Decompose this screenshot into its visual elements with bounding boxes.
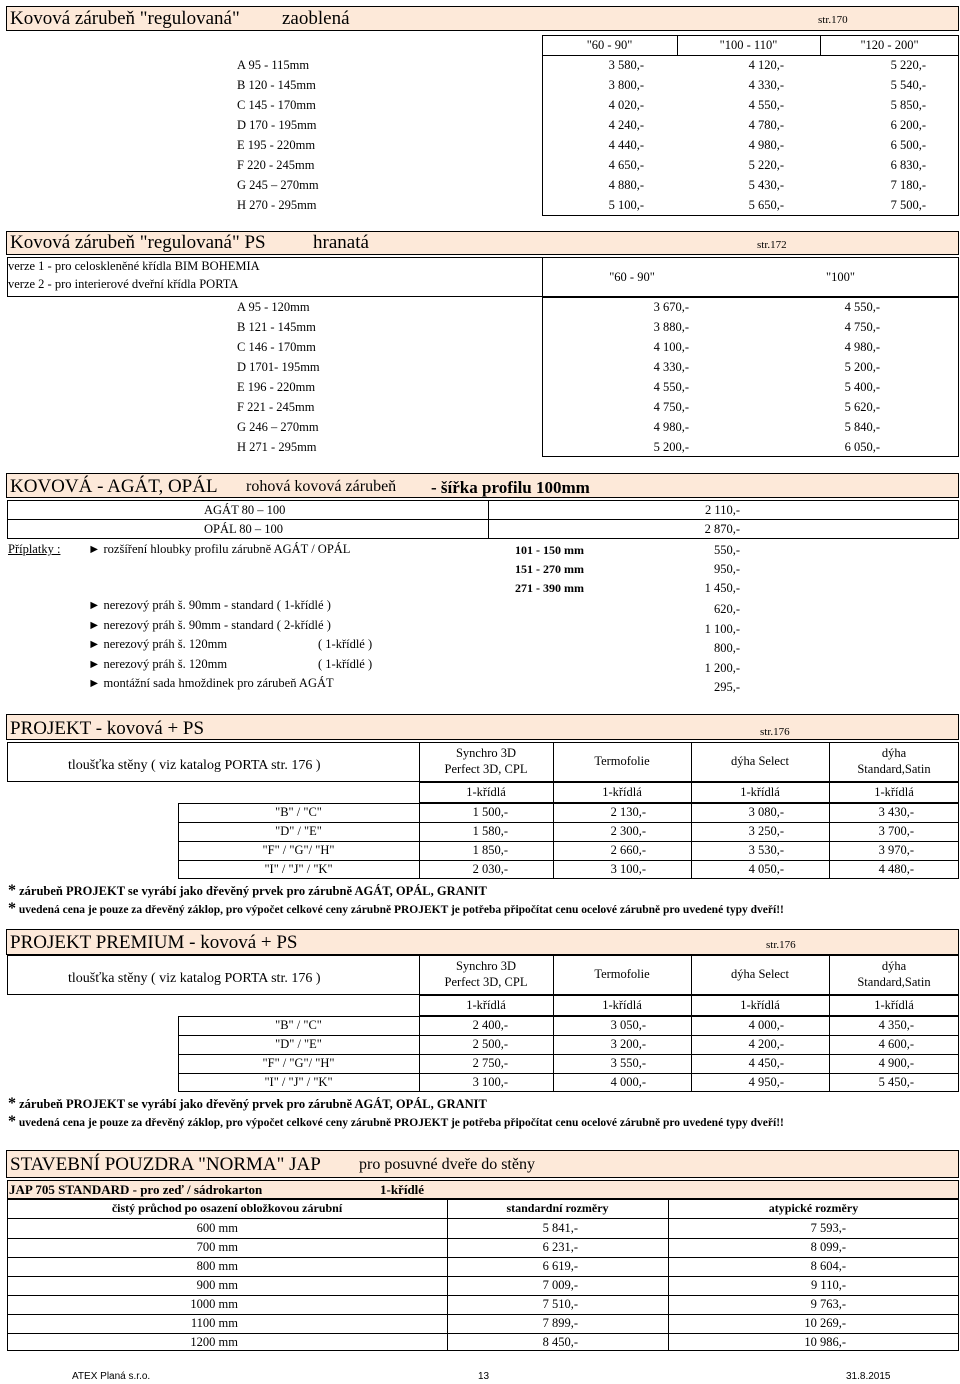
section-title: PROJEKT PREMIUM - kovová + PS xyxy=(10,932,298,953)
footnote-text: uvedená cena je pouze za dřevěný záklop, pro výpočet celkové ceny zárubně PROJEKT je potřeba připočítat cenu ocelové zárubně pro uvedené typy dveří!! xyxy=(18,1117,784,1129)
page-reference: str.176 xyxy=(766,939,796,951)
row-label: "I" / "J" / "K" xyxy=(264,1075,333,1089)
extension-price: 550,- xyxy=(713,543,740,557)
column-header: "100 - 110" xyxy=(719,38,778,52)
divider xyxy=(488,500,489,539)
row-label: "I" / "J" / "K" xyxy=(264,862,333,876)
surcharge-price: 620,- xyxy=(713,602,740,616)
row-label: 1200 mm xyxy=(190,1335,238,1349)
footnote: * zárubeň PROJEKT se vyrábí jako dřevěný prvek pro zárubně AGÁT, OPÁL, GRANIT xyxy=(8,1095,487,1112)
row-label: "B" / "C" xyxy=(275,805,322,819)
row-label: H 271 - 295mm xyxy=(237,440,317,454)
price-cell: 4 000,- xyxy=(610,1075,646,1089)
row-label: 1100 mm xyxy=(190,1316,238,1330)
price-cell: 4 550,- xyxy=(844,300,880,314)
column-subheader: 1-křídlá xyxy=(602,998,642,1012)
price-cell: 5 430,- xyxy=(748,178,784,192)
price-cell: 4 750,- xyxy=(844,320,880,334)
footnote-text: zárubeň PROJEKT se vyrábí jako dřevěný prvek pro zárubně AGÁT, OPÁL, GRANIT xyxy=(19,1097,487,1111)
column-header: dýha Select xyxy=(731,967,789,981)
extension-range: 151 - 270 mm xyxy=(515,562,584,576)
price-cell: 5 620,- xyxy=(844,400,880,414)
surcharge-item: ► nerezový práh š. 120mm xyxy=(88,637,228,651)
column-header: "100" xyxy=(826,270,855,284)
divider xyxy=(178,1073,959,1074)
price-cell: 6 200,- xyxy=(890,118,926,132)
price-cell: 7 180,- xyxy=(890,178,926,192)
row-label: B 120 - 145mm xyxy=(237,78,316,92)
column-header: Standard,Satin xyxy=(857,762,931,776)
price-cell: 10 269,- xyxy=(804,1316,846,1330)
price-cell: 5 450,- xyxy=(878,1075,914,1089)
divider xyxy=(178,1035,959,1036)
price-cell: 4 120,- xyxy=(748,58,784,72)
section-subtitle: pro posuvné dveře do stěny xyxy=(359,1156,535,1173)
footnote-text: uvedená cena je pouze za dřevěný záklop, pro výpočet celkové ceny zárubně PROJEKT je potřeba připočítat cenu ocelové zárubně pro uvedené typy dveří!! xyxy=(18,904,784,916)
price-cell: 5 220,- xyxy=(890,58,926,72)
price-cell: 7 009,- xyxy=(542,1278,578,1292)
column-header: čistý průchod po osazení obložkovou zárubní xyxy=(111,1201,343,1215)
divider xyxy=(7,1314,959,1315)
price-cell: 3 550,- xyxy=(610,1056,646,1070)
divider xyxy=(178,822,959,823)
divider xyxy=(178,860,959,861)
row-label: A 95 - 115mm xyxy=(237,58,310,72)
section-title-suffix: hranatá xyxy=(313,232,369,253)
price-cell: 8 450,- xyxy=(542,1335,578,1349)
row-label: 900 mm xyxy=(196,1278,238,1292)
footer-page-number: 13 xyxy=(478,1371,490,1382)
row-label: "B" / "C" xyxy=(275,1018,322,1032)
divider xyxy=(7,1333,959,1334)
column-header: Termofolie xyxy=(594,967,650,981)
price-cell: 10 986,- xyxy=(804,1335,846,1349)
price-cell: 5 100,- xyxy=(608,198,644,212)
price-cell: 4 350,- xyxy=(878,1018,914,1032)
price-cell: 4 330,- xyxy=(748,78,784,92)
column-subheader: 1-křídlá xyxy=(466,785,506,799)
column-header: Synchro 3D xyxy=(455,746,517,760)
column-header: Synchro 3D xyxy=(455,959,517,973)
row-label: D 1701- 195mm xyxy=(237,360,320,374)
price-cell: 3 580,- xyxy=(608,58,644,72)
price-cell: 4 550,- xyxy=(748,98,784,112)
section-title-suffix: zaoblená xyxy=(282,8,350,29)
row-label: 1000 mm xyxy=(190,1297,238,1311)
price-cell: 4 450,- xyxy=(748,1056,784,1070)
wall-thickness-label: tloušťka stěny ( viz katalog PORTA str. 176 ) xyxy=(68,758,321,773)
column-header: Perfect 3D, CPL xyxy=(444,975,528,989)
divider xyxy=(447,1199,448,1351)
row-label: 600 mm xyxy=(196,1221,238,1235)
row-label: G 245 – 270mm xyxy=(237,178,319,192)
footnote: * uvedená cena je pouze za dřevěný záklop, pro výpočet celkové ceny zárubně PROJEKT je potřeba připočítat cenu ocelové zárubně pro uvedené typy dveří!! xyxy=(8,900,784,917)
surcharge-item-detail: ( 1-křídlé ) xyxy=(318,637,373,651)
wall-thickness-label: tloušťka stěny ( viz katalog PORTA str. 176 ) xyxy=(68,971,321,986)
price-cell: 5 650,- xyxy=(748,198,784,212)
price-cell: 8 099,- xyxy=(810,1240,846,1254)
price-cell: 4 200,- xyxy=(748,1037,784,1051)
price-cell: 2 130,- xyxy=(610,805,646,819)
price-cell: 6 231,- xyxy=(542,1240,578,1254)
price-cell: 3 530,- xyxy=(748,843,784,857)
section-subtitle: rohová kovová zárubeň xyxy=(246,478,397,495)
row-label: 800 mm xyxy=(196,1259,238,1273)
product-title: JAP 705 STANDARD - pro zeď / sádrokarton xyxy=(9,1182,263,1197)
price-cell: 4 100,- xyxy=(653,340,689,354)
price-cell: 9 763,- xyxy=(810,1297,846,1311)
price-cell: 2 400,- xyxy=(472,1018,508,1032)
extension-price: 1 450,- xyxy=(704,581,740,595)
row-label: 700 mm xyxy=(196,1240,238,1254)
agat-row xyxy=(7,500,959,520)
price-cell: 5 200,- xyxy=(844,360,880,374)
price-cell: 3 800,- xyxy=(608,78,644,92)
price-cell: 4 950,- xyxy=(748,1075,784,1089)
extension-label: ► rozšíření hloubky profilu zárubně AGÁT / OPÁL xyxy=(88,542,351,556)
price-cell: 4 050,- xyxy=(748,862,784,876)
row-label: "D" / "E" xyxy=(275,1037,322,1051)
surcharge-price: 800,- xyxy=(713,641,740,655)
price-cell: 5 841,- xyxy=(542,1221,578,1235)
footer-company: ATEX Planá s.r.o. xyxy=(72,1371,151,1382)
product-variant: 1-křídlé xyxy=(380,1182,425,1197)
price-cell: 5 200,- xyxy=(653,440,689,454)
price-cell: 3 430,- xyxy=(878,805,914,819)
price-cell: 2 300,- xyxy=(610,824,646,838)
row-label: C 145 - 170mm xyxy=(237,98,316,112)
price-cell: 7 593,- xyxy=(810,1221,846,1235)
row-label: F 220 - 245mm xyxy=(237,158,315,172)
price-cell: 4 000,- xyxy=(748,1018,784,1032)
price-cell: 6 500,- xyxy=(890,138,926,152)
opal-label: OPÁL 80 – 100 xyxy=(204,522,284,536)
column-header: Termofolie xyxy=(594,754,650,768)
price-cell: 4 980,- xyxy=(653,420,689,434)
row-label: G 246 – 270mm xyxy=(237,420,319,434)
footnote: * uvedená cena je pouze za dřevěný záklop, pro výpočet celkové ceny zárubně PROJEKT je potřeba připočítat cenu ocelové zárubně pro uvedené typy dveří!! xyxy=(8,1113,784,1130)
price-cell: 3 700,- xyxy=(878,824,914,838)
price-cell: 4 880,- xyxy=(608,178,644,192)
surcharge-item: ► nerezový práh š. 90mm - standard ( 1-křídlé ) xyxy=(88,598,331,612)
surcharge-item: ► montážní sada hmoždinek pro zárubeň AGÁT xyxy=(88,676,334,690)
price-cell: 7 899,- xyxy=(542,1316,578,1330)
divider xyxy=(7,1276,959,1277)
agat-price: 2 110,- xyxy=(705,503,740,517)
column-subheader: 1-křídlá xyxy=(740,785,780,799)
row-label: A 95 - 120mm xyxy=(237,300,310,314)
section-title: KOVOVÁ - AGÁT, OPÁL xyxy=(10,476,218,497)
column-header: Perfect 3D, CPL xyxy=(444,762,528,776)
footnote: * zárubeň PROJEKT se vyrábí jako dřevěný prvek pro zárubně AGÁT, OPÁL, GRANIT xyxy=(8,882,487,899)
column-header: atypické rozměry xyxy=(768,1201,859,1215)
price-cell: 1 850,- xyxy=(472,843,508,857)
price-cell: 8 604,- xyxy=(810,1259,846,1273)
divider xyxy=(178,841,959,842)
section-title: Kovová zárubeň "regulovaná" PS xyxy=(10,232,266,253)
price-cell: 7 510,- xyxy=(542,1297,578,1311)
column-header: dýha Select xyxy=(731,754,789,768)
row-label: F 221 - 245mm xyxy=(237,400,315,414)
price-cell: 2 500,- xyxy=(472,1037,508,1051)
opal-price: 2 870,- xyxy=(704,522,740,536)
divider xyxy=(7,1238,959,1239)
divider xyxy=(7,1295,959,1296)
surcharge-item: ► nerezový práh š. 120mm xyxy=(88,656,228,671)
page-reference: str.176 xyxy=(760,726,790,738)
column-header: "60 - 90" xyxy=(609,270,655,284)
price-cell: 6 050,- xyxy=(844,440,880,454)
row-label: B 121 - 145mm xyxy=(237,320,316,334)
agat-label: AGÁT 80 – 100 xyxy=(204,503,286,517)
price-cell: 4 330,- xyxy=(653,360,689,374)
extension-range: 271 - 390 mm xyxy=(515,581,584,595)
column-header: Standard,Satin xyxy=(857,975,931,989)
extension-price: 950,- xyxy=(713,562,740,576)
price-cell: 3 100,- xyxy=(610,862,646,876)
row-label: E 196 - 220mm xyxy=(237,380,316,394)
surcharge-price: 295,- xyxy=(713,680,740,694)
row-label: E 195 - 220mm xyxy=(237,138,316,152)
price-cell: 4 980,- xyxy=(844,340,880,354)
section-title: STAVEBNÍ POUZDRA "NORMA" JAP xyxy=(10,1154,321,1175)
price-cell: 1 500,- xyxy=(472,805,508,819)
column-subheader: 1-křídlá xyxy=(874,785,914,799)
price-cell: 4 780,- xyxy=(748,118,784,132)
price-cell: 2 660,- xyxy=(610,843,646,857)
price-cell: 9 110,- xyxy=(811,1278,846,1292)
row-label: "F" / "G"/ "H" xyxy=(262,843,335,857)
price-cell: 1 580,- xyxy=(472,824,508,838)
price-cell: 5 220,- xyxy=(748,158,784,172)
price-cell: 3 880,- xyxy=(653,320,689,334)
variant-note: verze 1 - pro celoskleněné křídla BIM BOHEMIA xyxy=(8,259,260,273)
price-cell: 4 550,- xyxy=(653,380,689,394)
column-header: "60 - 90" xyxy=(586,38,633,52)
row-label: D 170 - 195mm xyxy=(237,118,317,132)
row-label: "F" / "G"/ "H" xyxy=(262,1056,335,1070)
price-cell: 3 100,- xyxy=(472,1075,508,1089)
column-header: dýha xyxy=(881,746,907,760)
price-cell: 4 650,- xyxy=(608,158,644,172)
row-label: H 270 - 295mm xyxy=(237,198,317,212)
price-cell: 3 250,- xyxy=(748,824,784,838)
price-cell: 4 020,- xyxy=(608,98,644,112)
price-cell: 5 850,- xyxy=(890,98,926,112)
price-cell: 4 980,- xyxy=(748,138,784,152)
price-cell: 6 619,- xyxy=(542,1259,578,1273)
column-subheader: 1-křídlá xyxy=(466,998,506,1012)
price-cell: 3 200,- xyxy=(610,1037,646,1051)
footer-date: 31.8.2015 xyxy=(846,1371,891,1382)
column-header: dýha xyxy=(881,959,907,973)
divider xyxy=(178,1054,959,1055)
price-cell: 3 970,- xyxy=(878,843,914,857)
section-title: Kovová zárubeň "regulovaná" xyxy=(10,8,240,29)
extension-range: 101 - 150 mm xyxy=(515,543,584,557)
divider xyxy=(668,1199,669,1351)
surcharge-item: ► nerezový práh š. 90mm - standard ( 2-křídlé ) xyxy=(88,617,331,632)
surcharge-price: 1 200,- xyxy=(704,660,740,675)
price-cell: 3 080,- xyxy=(748,805,784,819)
row-label: C 146 - 170mm xyxy=(237,340,316,354)
row-label: "D" / "E" xyxy=(275,824,322,838)
price-cell: 3 670,- xyxy=(653,300,689,314)
price-cell: 6 830,- xyxy=(890,158,926,172)
divider xyxy=(7,1218,959,1219)
divider xyxy=(542,55,959,56)
price-cell: 4 440,- xyxy=(608,138,644,152)
price-cell: 2 030,- xyxy=(472,862,508,876)
surcharges-label: Příplatky : xyxy=(8,542,61,556)
price-cell: 5 540,- xyxy=(890,78,926,92)
price-cell: 2 750,- xyxy=(472,1056,508,1070)
price-cell: 4 750,- xyxy=(653,400,689,414)
price-cell: 5 840,- xyxy=(844,420,880,434)
section-subtitle-bold: - šířka profilu 100mm xyxy=(431,478,590,497)
variant-note: verze 2 - pro interierové dveřní křídla PORTA xyxy=(8,277,239,291)
price-cell: 4 900,- xyxy=(878,1056,914,1070)
price-cell: 5 400,- xyxy=(844,380,880,394)
column-subheader: 1-křídlá xyxy=(874,998,914,1012)
column-subheader: 1-křídlá xyxy=(602,785,642,799)
opal-row xyxy=(7,519,959,539)
divider xyxy=(7,1257,959,1258)
price-cell: 4 480,- xyxy=(878,862,914,876)
column-subheader: 1-křídlá xyxy=(740,998,780,1012)
page-reference: str.170 xyxy=(818,14,848,26)
column-header: standardní rozměry xyxy=(506,1201,609,1215)
surcharge-item-detail: ( 1-křídlé ) xyxy=(318,656,373,671)
footnote-text: zárubeň PROJEKT se vyrábí jako dřevěný prvek pro zárubně AGÁT, OPÁL, GRANIT xyxy=(19,884,487,898)
section-title: PROJEKT - kovová + PS xyxy=(10,718,205,739)
price-cell: 7 500,- xyxy=(890,198,926,212)
price-cell: 3 050,- xyxy=(610,1018,646,1032)
price-cell: 4 600,- xyxy=(878,1037,914,1051)
surcharge-price: 1 100,- xyxy=(704,621,740,636)
page-reference: str.172 xyxy=(757,239,787,251)
price-cell: 4 240,- xyxy=(608,118,644,132)
column-header: "120 - 200" xyxy=(860,38,919,52)
